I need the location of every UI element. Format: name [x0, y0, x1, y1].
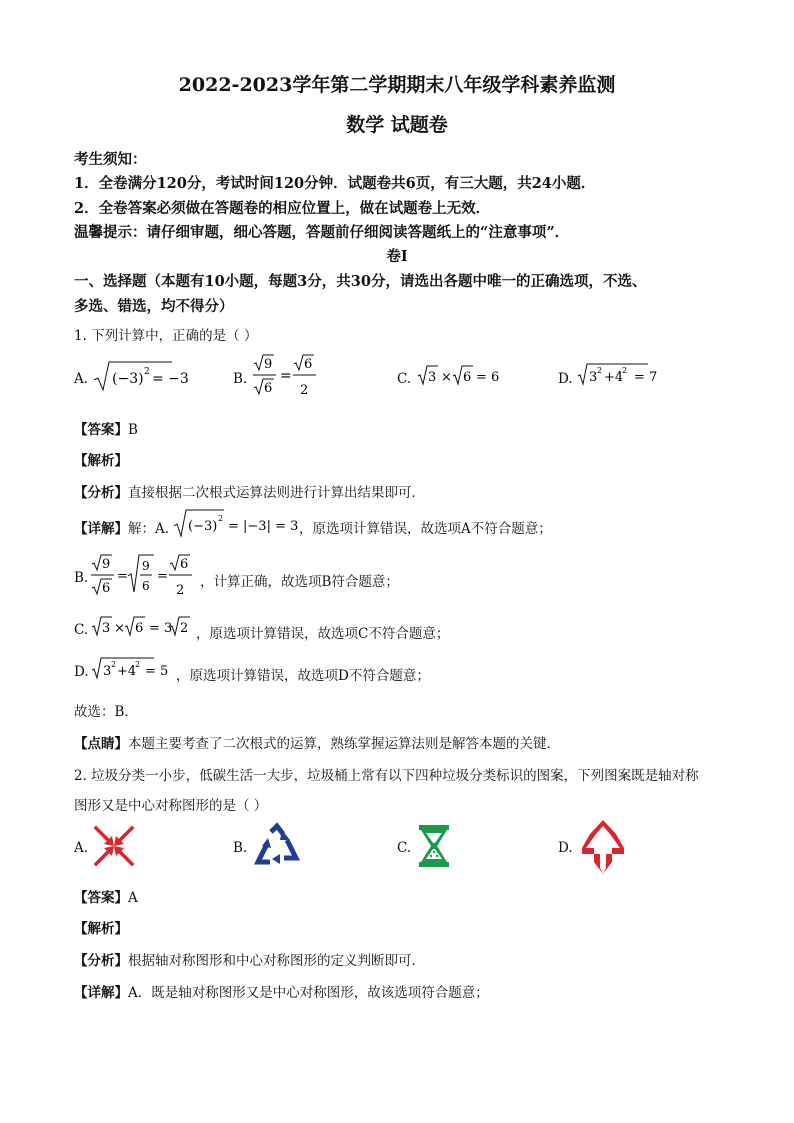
- exam-subtitle: 数学 试题卷: [346, 114, 448, 136]
- notice-item-1: 1．全卷满分120分，考试时间120分钟．试题卷共6页，有三大题，共24小题．: [74, 175, 596, 192]
- q1-option-b-expr: [252, 352, 332, 402]
- q1-option-a-label: A.: [74, 371, 89, 387]
- q1-xiangjie-d-prefix: D.: [74, 664, 89, 680]
- q2-answer: 【答案】A: [74, 890, 138, 906]
- q1-option-d-label: D.: [558, 371, 573, 387]
- q1-xiangjie-a-text: ，原选项计算错误，故选项A不符合题意；: [299, 521, 552, 537]
- volume-label: 卷Ⅰ: [386, 248, 408, 265]
- svg-text:6: 6: [264, 381, 273, 396]
- q1-option-a-expr: [92, 356, 189, 396]
- svg-text:= 6: = 6: [476, 370, 500, 385]
- green-hourglass-icon: [418, 824, 450, 868]
- svg-text:3: 3: [103, 664, 112, 679]
- q1-xiangjie-d-expr: [90, 654, 180, 684]
- svg-text:=: =: [280, 368, 292, 384]
- q1-xiangjie-b-expr: [90, 552, 200, 602]
- q1-option-d-expr: [576, 360, 686, 392]
- svg-text:2: 2: [176, 583, 185, 598]
- q1-xiangjie-c-text: ，原选项计算错误，故选项C不符合题意；: [196, 626, 450, 642]
- notice-item-2: 2．全卷答案必须做在答题卷的相应位置上，做在试题卷上无效．: [74, 200, 491, 217]
- section-heading-line1: 一、选择题（本题有10小题，每题3分，共30分，请选出各题中唯一的正确选项，不选、: [74, 273, 647, 290]
- svg-text:3: 3: [428, 370, 437, 385]
- svg-text:= −3: = −3: [152, 371, 189, 387]
- svg-text:6: 6: [142, 579, 150, 593]
- q1-xiangjie-a: 【详解】解：A.: [74, 521, 170, 537]
- svg-text:2: 2: [300, 383, 309, 398]
- svg-text:=: =: [117, 569, 128, 584]
- notice-tip: 温馨提示：请仔细审题，细心答题，答题前仔细阅读答题纸上的“注意事项”．: [74, 224, 570, 241]
- q2-fenxi: 【分析】根据轴对称图形和中心对称图形的定义判断即可．: [74, 953, 425, 969]
- svg-text:9: 9: [142, 559, 150, 573]
- svg-text:3: 3: [589, 370, 598, 385]
- svg-text:×: ×: [114, 621, 125, 636]
- svg-text:(−3): (−3): [188, 519, 218, 534]
- exam-title: 2022-2023学年第二学期期末八年级学科素养监测: [178, 74, 616, 96]
- q1-option-c-label: C.: [397, 371, 412, 387]
- q2-option-d-label: D.: [558, 840, 573, 856]
- q1-xiangjie-c-expr: [90, 613, 200, 643]
- q1-xiangjie-c-prefix: C.: [74, 622, 89, 638]
- svg-text:=: =: [157, 569, 168, 584]
- red-crossed-arrows-icon: [92, 824, 136, 868]
- section-heading-line2: 多选、错选，均不得分）: [74, 298, 234, 315]
- q1-option-b-label: B.: [233, 371, 248, 387]
- svg-text:+4: +4: [604, 370, 624, 385]
- q2-analysis-tag: 【解析】: [74, 921, 128, 937]
- q2-option-b-label: B.: [233, 840, 248, 856]
- q2-stem-line1: 2. 垃圾分类一小步，低碳生活一大步，垃圾桶上常有以下四种垃圾分类标识的图案，下列图案既是轴对称: [74, 768, 699, 784]
- svg-text:6: 6: [135, 621, 144, 636]
- notice-heading: 考生须知：: [74, 151, 147, 168]
- svg-text:2: 2: [597, 366, 603, 375]
- svg-text:2: 2: [622, 366, 628, 375]
- svg-text:2: 2: [111, 660, 117, 669]
- q1-xiangjie-a-expr: [172, 506, 297, 540]
- svg-text:2: 2: [144, 367, 150, 377]
- blue-recycle-triangle-icon: [254, 824, 300, 866]
- q1-dianjing: 【点睛】本题主要考查了二次根式的运算，熟练掌握运算法则是解答本题的关键．: [74, 736, 560, 752]
- q1-answer: 【答案】B: [74, 422, 138, 438]
- q2-xiangjie: 【详解】A．既是轴对称图形又是中心对称图形，故该选项符合题意；: [74, 985, 489, 1001]
- svg-text:6: 6: [102, 581, 111, 596]
- q2-option-c-label: C.: [397, 840, 412, 856]
- q1-fenxi: 【分析】直接根据二次根式运算法则进行计算出结果即可．: [74, 485, 425, 501]
- q2-stem-line2: 图形又是中心对称图形的是（ ）: [74, 798, 268, 814]
- svg-text:+4: +4: [117, 664, 137, 679]
- q1-xiangjie-b-prefix: B.: [74, 570, 89, 586]
- q2-option-a-label: A.: [74, 840, 89, 856]
- svg-text:2: 2: [218, 514, 224, 523]
- svg-text:6: 6: [304, 357, 313, 372]
- q1-xiangjie-d-text: ，原选项计算错误，故选项D不符合题意；: [176, 668, 430, 684]
- q1-analysis-tag: 【解析】: [74, 453, 128, 469]
- svg-text:= 7: = 7: [634, 370, 658, 385]
- q1-xiangjie-b-text: ，计算正确，故选项B符合题意；: [200, 574, 399, 590]
- svg-text:×: ×: [441, 370, 452, 385]
- svg-text:= |−3| = 3: = |−3| = 3: [228, 519, 299, 534]
- svg-text:= 3: = 3: [149, 621, 173, 636]
- svg-text:3: 3: [102, 621, 111, 636]
- svg-text:2: 2: [180, 621, 189, 636]
- svg-text:(−3): (−3): [112, 371, 144, 387]
- svg-text:9: 9: [264, 357, 273, 372]
- q1-stem: 1. 下列计算中，正确的是（ ）: [74, 328, 258, 344]
- red-arrow-tree-icon: [580, 818, 626, 876]
- svg-text:2: 2: [135, 660, 141, 669]
- svg-text:6: 6: [180, 557, 189, 572]
- svg-text:9: 9: [102, 557, 111, 572]
- svg-text:= 5: = 5: [145, 664, 169, 679]
- q1-conclusion: 故选：B．: [74, 704, 138, 720]
- q1-option-c-expr: [416, 362, 506, 392]
- svg-text:6: 6: [463, 370, 472, 385]
